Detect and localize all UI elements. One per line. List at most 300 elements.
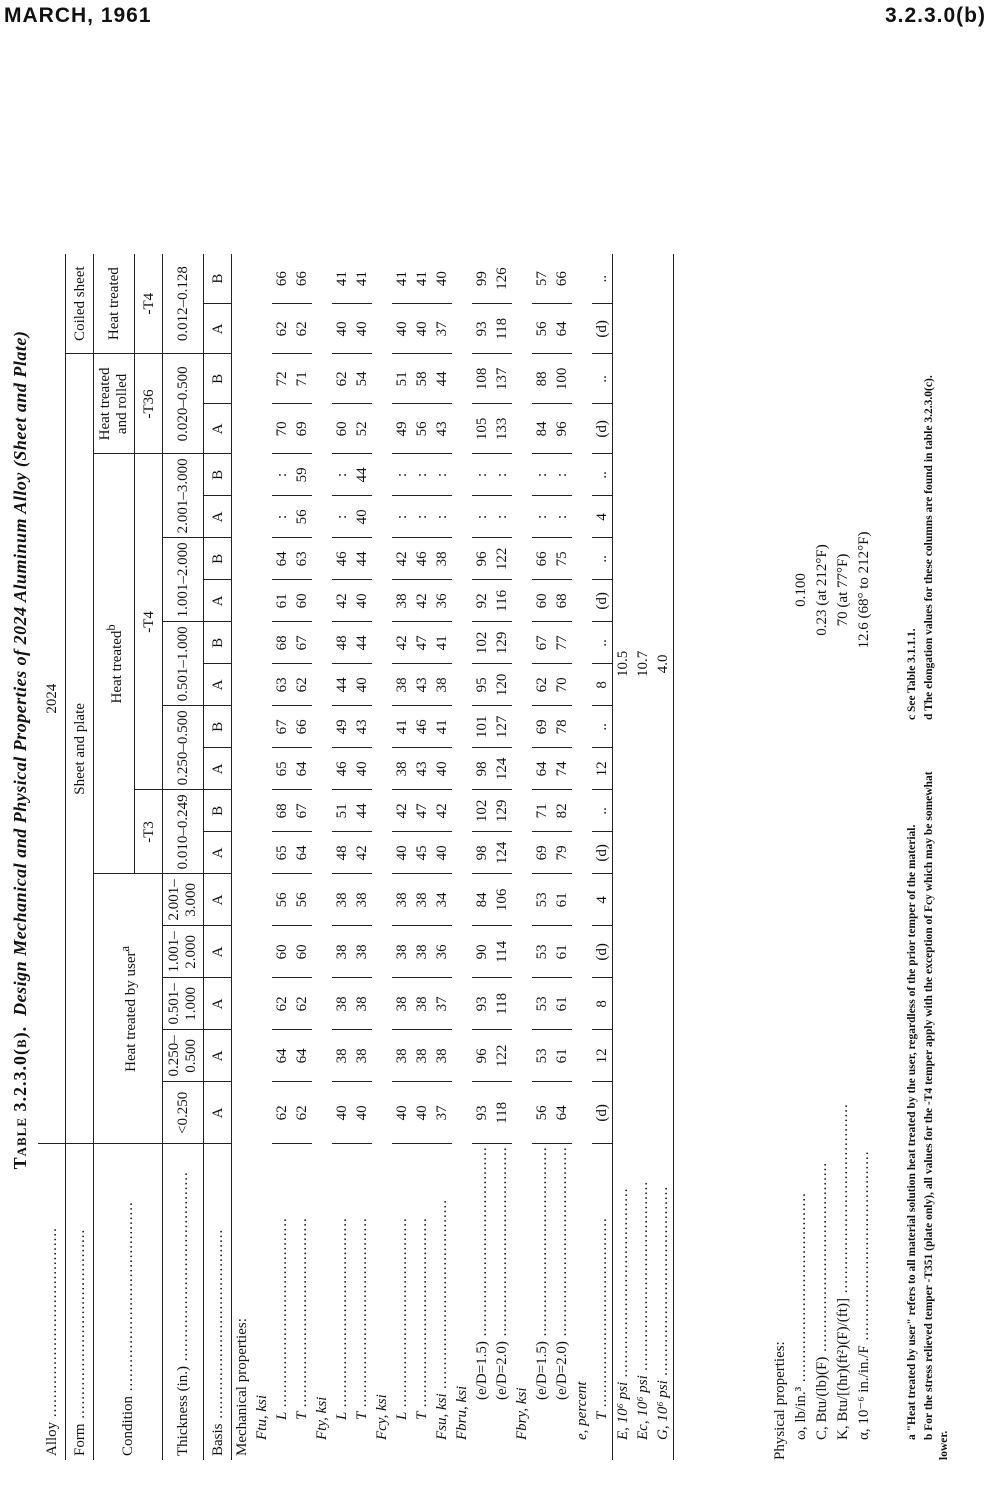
table-cell: 40 [352,1082,372,1144]
table-cell: 67 [532,622,552,664]
condition-heat-treated: Heat treated [108,630,125,704]
table-cell: 37 [432,978,452,1030]
table-cell: 40 [352,580,372,622]
condition-label: Condition ..... [94,1144,163,1460]
table-cell: 34 [432,874,452,926]
phys-value: 0.100 [793,573,809,607]
table-cell: 38 [392,664,412,706]
table-cell: 96 [472,1030,492,1082]
table-cell: 44 [352,454,372,496]
table-cell: 122 [492,1030,512,1082]
table-cell: 38 [432,538,452,580]
table-cell: (d) [592,1082,613,1144]
table-cell: 42 [352,832,372,874]
table-cell: 56 [532,1082,552,1144]
table-cell: 68 [552,580,572,622]
table-cell: 53 [532,1030,552,1082]
table-cell: 78 [552,706,572,748]
table-cell: : [552,454,572,496]
table-cell: 100 [552,354,572,404]
condition-coiled-heat-treated: Heat treated [94,254,135,354]
table-caption: Design Mechanical and Physical Properties of 2024 Aluminum Alloy (Sheet and Plate) [10,330,30,1016]
table-cell: 82 [552,790,572,832]
table-cell: 60 [332,404,352,454]
physical-properties-values [770,440,875,740]
thickness-cell: 0.250–0.500 [163,1030,204,1082]
table-cell: 129 [492,790,512,832]
basis-cell: B [204,538,232,580]
e-value: 10.5 [615,650,631,678]
table-cell: 70 [552,664,572,706]
table-cell: 42 [392,790,412,832]
temper-t36: -T36 [135,354,163,454]
table-cell: : [492,496,512,538]
table-cell: 43 [352,706,372,748]
table-cell: 93 [472,1082,492,1144]
table-cell: 62 [332,354,352,404]
table-cell: 42 [332,580,352,622]
table-cell: 40 [432,254,452,304]
table-cell: 8 [592,664,613,706]
table-cell: 4 [592,496,613,538]
table-cell: (d) [592,304,613,354]
thickness-cell: 0.250–0.500 [163,706,204,790]
table-cell: 12 [592,1030,613,1082]
table-cell: 44 [352,622,372,664]
table-cell: 40 [352,496,372,538]
e-label: E, 10⁶ psi ..... [613,1144,634,1460]
phys-label: α, 10⁻⁶ in./in./F ..... [854,1103,875,1460]
table-cell: 40 [412,304,432,354]
table-cell: 57 [532,254,552,304]
table-cell: 43 [432,404,452,454]
table-cell: : [532,454,552,496]
table-cell: 49 [392,404,412,454]
basis-cell: A [204,580,232,622]
temper-t3: -T3 [135,790,163,874]
thickness-cell: 1.001–2.000 [163,926,204,978]
table-cell: 64 [552,1082,572,1144]
temper-t4: -T4 [135,454,163,790]
elongation-label: e, percent [574,1381,590,1440]
table-cell: .. [592,354,613,404]
table-cell: 56 [272,874,292,926]
table-cell: 41 [392,706,412,748]
table-cell: .. [592,454,613,496]
basis-cell: A [204,978,232,1030]
table-cell: 38 [332,1030,352,1082]
table-cell: 70 [272,404,292,454]
phys-label: K, Btu/[(hr)(ft²)(F)/(ft)] ..... [833,1103,854,1460]
form-coiled-sheet: Coiled sheet [66,254,94,354]
basis-cell: A [204,1082,232,1144]
table-cell: 41 [392,254,412,304]
table-cell: 58 [412,354,432,404]
table-cell: 41 [432,706,452,748]
table-cell: 51 [392,354,412,404]
table-cell: 53 [532,926,552,978]
table-cell: 62 [272,1082,292,1144]
table-cell: 72 [272,354,292,404]
table-cell: : [492,454,512,496]
page-header-date: MARCH, 1961 [4,4,152,27]
basis-cell: A [204,1030,232,1082]
table-cell: 41 [352,254,372,304]
table-cell: 40 [352,748,372,790]
table-cell: 48 [332,832,352,874]
thickness-cell: 1.001–2.000 [163,538,204,622]
table-cell: 38 [332,978,352,1030]
fbru-label: Fbru, ksi [454,1385,470,1440]
row-label: T ..... [592,1144,613,1460]
phys-value: 0.23 (at 212°F) [814,544,830,636]
table-cell: 93 [472,978,492,1030]
table-cell: 65 [272,748,292,790]
form-label: Form ..... [66,1144,94,1460]
table-cell: 124 [492,832,512,874]
table-cell: 88 [532,354,552,404]
footnote: c See Table 3.1.1.1. [906,628,918,720]
basis-label: Basis ..... [204,1144,232,1460]
table-cell: : [532,496,552,538]
table-cell: 40 [332,304,352,354]
table-cell: 71 [532,790,552,832]
table-cell: 124 [492,748,512,790]
table-cell: 56 [412,404,432,454]
table-cell: 51 [332,790,352,832]
row-label: L ..... [272,1144,292,1460]
table-cell: : [392,496,412,538]
table-number: Table 3.2.3.0(b). [10,1025,30,1170]
note-b-marker: b [103,624,118,631]
table-cell: 36 [432,580,452,622]
temper-t4-coiled: -T4 [135,254,163,354]
table-cell: 38 [432,664,452,706]
table-cell: 56 [292,496,312,538]
row-label: T ..... [292,1144,312,1460]
phys-value: 12.6 (68° to 212°F) [856,531,872,649]
table-cell: 62 [532,664,552,706]
table-cell: (d) [592,832,613,874]
row-label: T ..... [352,1144,372,1460]
thickness-cell: 0.020–0.500 [163,354,204,454]
table-cell: 108 [472,354,492,404]
table-cell: 38 [392,874,412,926]
table-cell: 66 [552,254,572,304]
table-cell: 64 [292,832,312,874]
table-cell: 38 [432,1030,452,1082]
table-cell: 66 [292,706,312,748]
table-cell: : [332,496,352,538]
table-cell: 90 [472,926,492,978]
table-cell: 44 [352,790,372,832]
thickness-cell: 0.012–0.128 [163,254,204,354]
table-cell: (d) [592,926,613,978]
basis-cell: A [204,496,232,538]
table-cell: : [412,496,432,538]
table-cell: 37 [432,1082,452,1144]
physical-properties-labels [770,1103,875,1460]
table-cell: 67 [272,706,292,748]
table-cell: 41 [412,254,432,304]
table-cell: 45 [412,832,432,874]
table-cell: 38 [392,748,412,790]
basis-cell: A [204,748,232,790]
table-cell: 44 [352,538,372,580]
fsu-label: Fsu, ksi ..... [432,1144,452,1460]
table-cell: 102 [472,622,492,664]
table-cell: : [272,454,292,496]
table-title [10,40,31,1460]
table-cell: 61 [552,978,572,1030]
ec-value: 10.7 [635,650,651,678]
table-cell: 65 [272,832,292,874]
table-cell: : [472,454,492,496]
table-cell: 40 [432,748,452,790]
table-cell: 66 [532,538,552,580]
table-cell: 129 [492,622,512,664]
table-cell: 60 [292,580,312,622]
table-cell: : [552,496,572,538]
table-cell: 96 [552,404,572,454]
table-cell: 46 [412,706,432,748]
g-label: G, 10⁶ psi ..... [653,1144,674,1460]
basis-row [204,254,232,1460]
table-cell: 38 [352,1030,372,1082]
table-cell: 61 [552,926,572,978]
table-cell: 41 [332,254,352,304]
table-cell: 49 [332,706,352,748]
table-cell: .. [592,622,613,664]
table-cell: 67 [292,790,312,832]
table-cell: 84 [472,874,492,926]
basis-cell: A [204,304,232,354]
table-cell: 74 [552,748,572,790]
table-cell: .. [592,706,613,748]
row-label: L ..... [392,1144,412,1460]
table-cell: 98 [472,832,492,874]
table-cell: 59 [292,454,312,496]
basis-cell: B [204,454,232,496]
table-cell: 84 [532,404,552,454]
row-label: (e/D=1.5) ..... [532,1144,552,1460]
table-cell: (d) [592,580,613,622]
table-cell: 40 [352,664,372,706]
table-cell: 61 [552,1030,572,1082]
table-cell: 38 [332,874,352,926]
table-cell: 60 [292,926,312,978]
table-cell: : [432,496,452,538]
table-cell: .. [592,254,613,304]
table-cell: 66 [272,254,292,304]
table-cell: 41 [432,622,452,664]
table-cell: 46 [332,538,352,580]
table-cell: 42 [432,790,452,832]
footnote: a "Heat treated by user" refers to all material solution heat treated by the user, regardless of the prior temper of the material. [906,824,918,1440]
table-cell: 38 [412,978,432,1030]
table-cell: 68 [272,790,292,832]
fty-label: Fty, ksi [314,1396,330,1440]
table-cell: 133 [492,404,512,454]
table-cell: 43 [412,748,432,790]
basis-cell: A [204,404,232,454]
table-cell: 106 [492,874,512,926]
table-cell: : [472,496,492,538]
table-cell: 69 [292,404,312,454]
table-cell: 44 [332,664,352,706]
thickness-cell: 2.001–3.000 [163,874,204,926]
table-cell: 54 [352,354,372,404]
table-cell: 99 [472,254,492,304]
table-cell: 38 [392,1030,412,1082]
table-cell: 95 [472,664,492,706]
basis-cell: A [204,664,232,706]
thickness-cell: <0.250 [163,1082,204,1144]
table-cell: 40 [392,1082,412,1144]
basis-cell: B [204,790,232,832]
table-cell: 68 [272,622,292,664]
fcy-label: Fcy, ksi [374,1394,390,1440]
basis-cell: B [204,706,232,748]
table-cell: : [272,496,292,538]
table-cell: .. [592,538,613,580]
table-cell: 105 [472,404,492,454]
table-cell: 69 [532,706,552,748]
table-cell: 63 [292,538,312,580]
table-cell: .. [592,790,613,832]
row-label: (e/D=2.0) ..... [492,1144,512,1460]
table-cell: 38 [392,978,412,1030]
footnote: d The elongation values for these columns are found in table 3.2.3.0(c). [923,375,935,720]
basis-cell: B [204,254,232,304]
table-cell: 38 [412,926,432,978]
table-cell: 46 [332,748,352,790]
table-cell: 98 [472,748,492,790]
table-cell: 40 [392,304,412,354]
table-cell: 77 [552,622,572,664]
table-cell: 38 [392,580,412,622]
table-cell: : [432,454,452,496]
table-cell: 118 [492,304,512,354]
table-cell: 42 [392,538,412,580]
table-cell: 47 [412,790,432,832]
table-cell: 8 [592,978,613,1030]
table-cell: 38 [412,1030,432,1082]
phys-label: C, Btu/(lb)(F) ..... [812,1103,833,1460]
ec-label: Ec, 10⁶ psi ..... [633,1144,653,1460]
form-sheet-plate: Sheet and plate [66,354,94,1144]
page-header-section: 3.2.3.0(b) [884,4,986,27]
table-cell: 137 [492,354,512,404]
table-cell: 118 [492,978,512,1030]
row-label: L ..... [332,1144,352,1460]
table-cell: 44 [432,354,452,404]
thickness-cell: 0.501–1.000 [163,622,204,706]
footnote: b For the stress relieved temper -T351 (plate only), all values for the -T4 temper apply with the exception of Fcy which may be somewhat lower. [923,771,950,1460]
thickness-label: Thickness (in.) ..... [163,1144,204,1460]
table-cell: 62 [292,664,312,706]
table-cell: 79 [552,832,572,874]
table-cell: 69 [532,832,552,874]
table-cell: 75 [552,538,572,580]
table-cell: 36 [432,926,452,978]
table-cell: 60 [272,926,292,978]
basis-cell: A [204,926,232,978]
table-cell: 48 [332,622,352,664]
table-cell: 64 [292,748,312,790]
table-cell: 61 [272,580,292,622]
basis-cell: B [204,354,232,404]
table-cell: 102 [472,790,492,832]
table-cell: 66 [292,254,312,304]
table-cell: 37 [432,304,452,354]
table-cell: 62 [272,304,292,354]
table-cell: : [412,454,432,496]
table-cell: 47 [412,622,432,664]
ftu-label: Ftu, ksi [254,1395,270,1440]
physical-heading: Physical properties: [772,1341,788,1460]
thickness-cell: 0.010–0.249 [163,790,204,874]
table-cell: 40 [332,1082,352,1144]
table-cell: 12 [592,748,613,790]
table-cell: 101 [472,706,492,748]
table-cell: 64 [292,1030,312,1082]
table-cell: 67 [292,622,312,664]
table-cell: 126 [492,254,512,304]
row-label: (e/D=2.0) ..... [552,1144,572,1460]
table-cell: 42 [392,622,412,664]
table-cell: 116 [492,580,512,622]
rotated-table-page [0,40,990,1500]
table-cell: 53 [532,978,552,1030]
table-cell: 38 [332,926,352,978]
table-cell: 38 [392,926,412,978]
table-cell: 40 [412,1082,432,1144]
table-cell: (d) [592,404,613,454]
table-cell: : [332,454,352,496]
row-label: T ..... [412,1144,432,1460]
table-cell: 61 [552,874,572,926]
table-cell: 64 [552,304,572,354]
basis-cell: B [204,622,232,664]
row-label: (e/D=1.5) ..... [472,1144,492,1460]
basis-cell: A [204,832,232,874]
table-cell: 127 [492,706,512,748]
table-cell: 71 [292,354,312,404]
table-cell: 64 [272,538,292,580]
alloy-value: 2024 [38,254,66,1144]
table-cell: 40 [352,304,372,354]
table-cell: 38 [352,926,372,978]
note-a-marker: a [117,945,132,952]
mech-heading: Mechanical properties: [234,1318,250,1456]
table-cell: 60 [532,580,552,622]
table-cell: 64 [272,1030,292,1082]
footnotes [905,40,952,1460]
table-cell: 38 [412,874,432,926]
table-cell: 38 [352,874,372,926]
table-cell: 62 [292,304,312,354]
condition-user: Heat treated by user [122,951,139,1072]
table-cell: 56 [532,304,552,354]
phys-value: 70 (at 77°F) [835,553,851,627]
table-cell: 62 [272,978,292,1030]
condition-heat-treated-rolled: Heat treated and rolled [94,354,135,454]
table-cell: 40 [432,832,452,874]
thickness-cell: 2.001–3.000 [163,454,204,538]
table-cell: 96 [472,538,492,580]
table-cell: 43 [412,664,432,706]
